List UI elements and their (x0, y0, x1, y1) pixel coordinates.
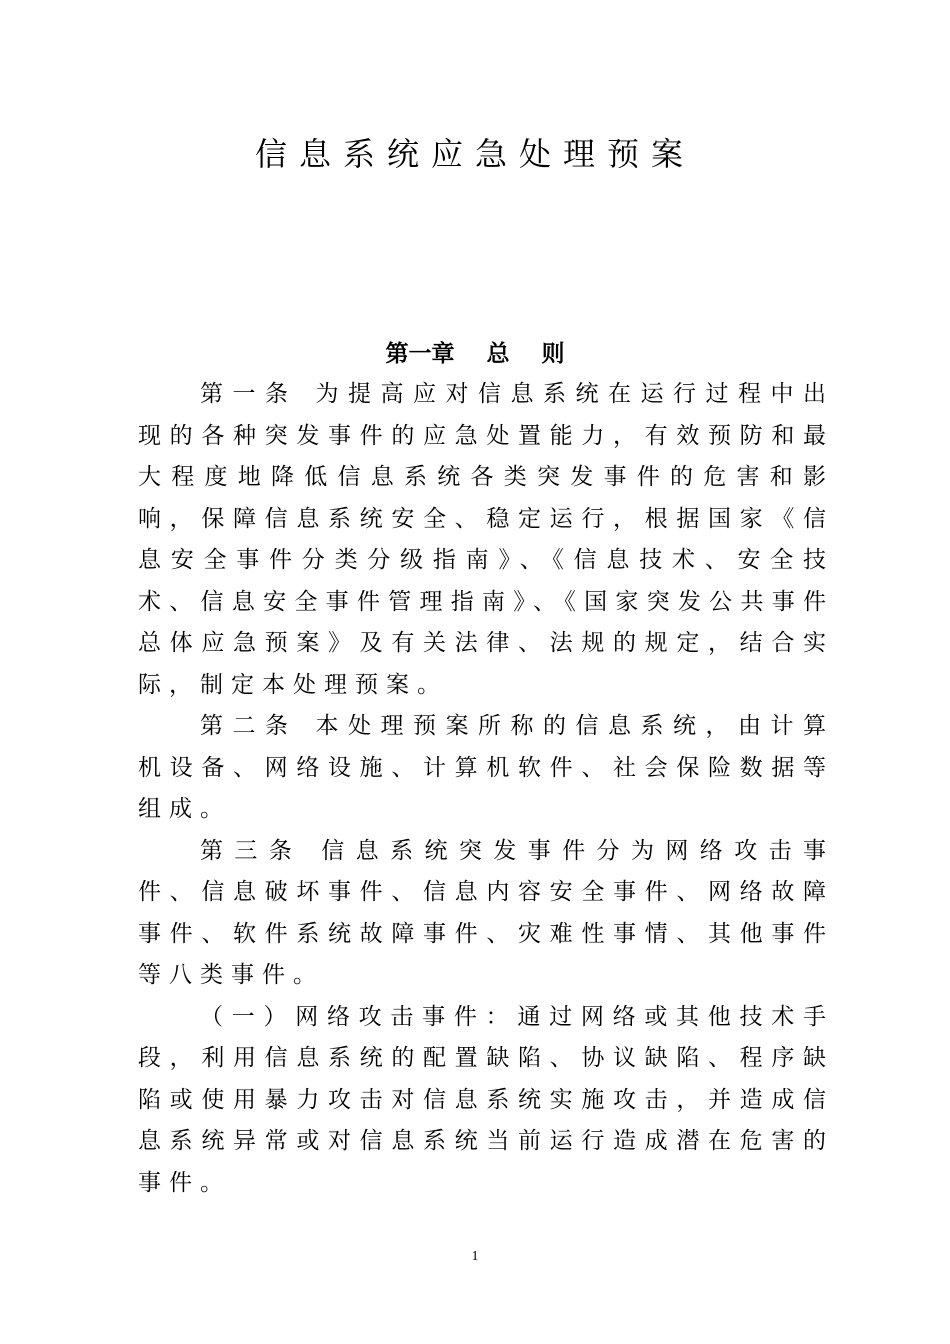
document-body (138, 374, 834, 1204)
item-1-network-attack: （一）网络攻击事件：通过网络或其他技术手段，利用信息系统的配置缺陷、协议缺陷、程序缺陷或使用暴力攻击对信息系统实施攻击，并造成信息系统异常或对信息系统当前运行造成潜在危害的事件。 (138, 1003, 834, 1196)
document-title: 信息系统应急处理预案 (254, 135, 695, 173)
chapter-heading: 第一章 总 则 (385, 341, 565, 367)
article-1 (138, 374, 834, 706)
article-2-text: 本处理预案所称的信息系统，由计算机设备、网络设施、计算机软件、社会保险数据等组成。 (138, 713, 834, 822)
article-2 (138, 706, 834, 831)
article-2-label: 第二条 (200, 713, 298, 739)
article-3-label: 第三条 (200, 837, 304, 864)
page-number: 1 (471, 1249, 479, 1264)
article-3 (138, 831, 834, 997)
article-1-text: 为提高应对信息系统在运行过程中出现的各种突发事件的应急处置能力，有效预防和最大程度地降低信息系统各类突发事件的危害和影响，保障信息系统安全、稳定运行，根据国家《信息安全事件分类分级指南》、《信息技术、安全技术、信息安全事件管理指南》、《国家突发公共事件总体应急预案》及有关法律、法规的规定，结合实际，制定本处理预案。 (138, 381, 834, 698)
article-3-text: 信息系统突发事件分为网络攻击事件、信息破坏事件、信息内容安全事件、网络故障事件、软件系统故障事件、灾难性事情、其他事件等八类事件。 (138, 837, 835, 988)
article-1-label: 第一条 (200, 381, 298, 407)
